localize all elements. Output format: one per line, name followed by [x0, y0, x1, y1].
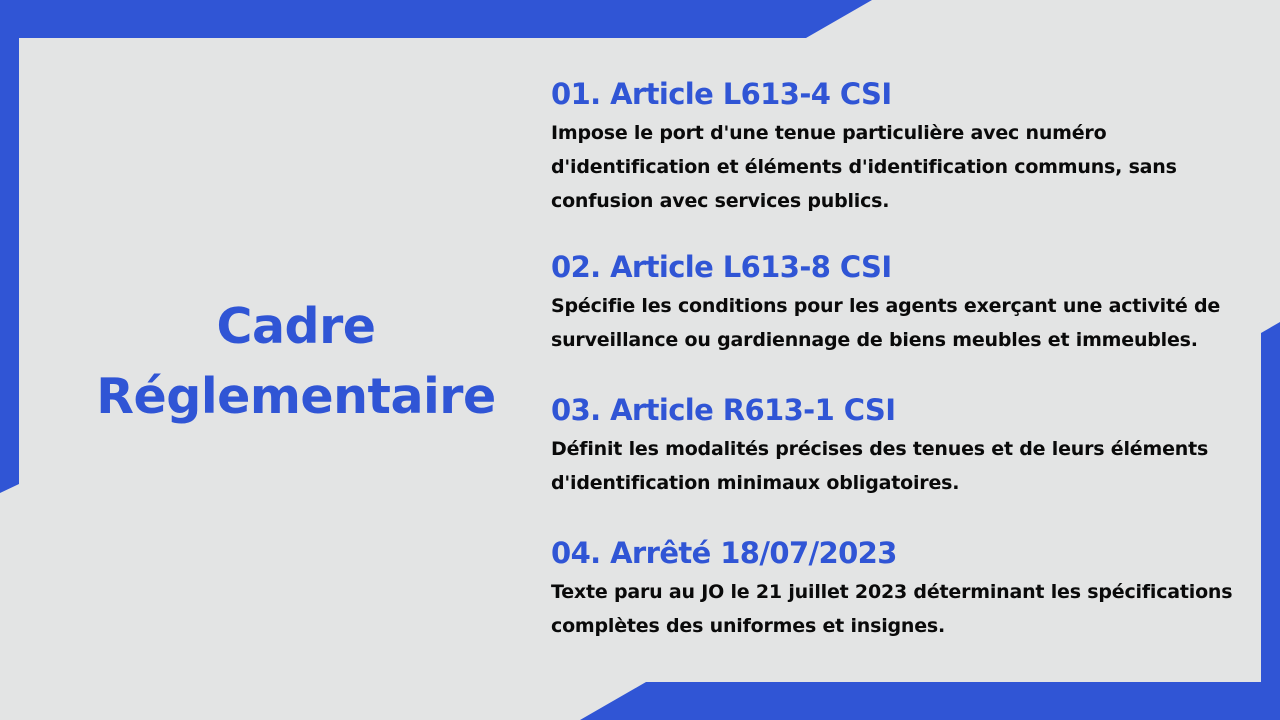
- slide-title-line-1: Cadre: [216, 298, 376, 355]
- article-description-line: complètes des uniformes et insignes.: [551, 615, 946, 637]
- article-heading: 04. Arrêté 18/07/2023: [551, 536, 897, 570]
- article-description-line: Impose le port d'une tenue particulière avec numéro: [551, 122, 1107, 144]
- article-heading: 01. Article L613-4 CSI: [551, 77, 892, 111]
- article-description-line: Spécifie les conditions pour les agents exerçant une activité de: [551, 295, 1221, 317]
- article-description-line: d'identification minimaux obligatoires.: [551, 472, 960, 494]
- article-description: [551, 575, 1231, 643]
- slide-title: [80, 292, 512, 432]
- article-description-line: surveillance ou gardiennage de biens meubles et immeubles.: [551, 329, 1198, 351]
- article-item-2: [551, 247, 1231, 357]
- article-description: [551, 289, 1231, 357]
- article-description-line: Texte paru au JO le 21 juillet 2023 déterminant les spécifications: [551, 581, 1233, 603]
- article-description: [551, 116, 1231, 218]
- slide-title-line-2: Réglementaire: [96, 368, 496, 425]
- article-heading: 03. Article R613-1 CSI: [551, 393, 896, 427]
- article-item-1: [551, 74, 1231, 218]
- article-description-line: d'identification et éléments d'identification communs, sans: [551, 156, 1177, 178]
- article-description-line: confusion avec services publics.: [551, 190, 890, 212]
- article-item-4: [551, 533, 1231, 643]
- frame-bottom-right-shape: [580, 322, 1280, 720]
- article-heading: 02. Article L613-8 CSI: [551, 250, 892, 284]
- article-item-3: [551, 390, 1231, 500]
- article-description: [551, 432, 1231, 500]
- article-description-line: Définit les modalités précises des tenues et de leurs éléments: [551, 438, 1209, 460]
